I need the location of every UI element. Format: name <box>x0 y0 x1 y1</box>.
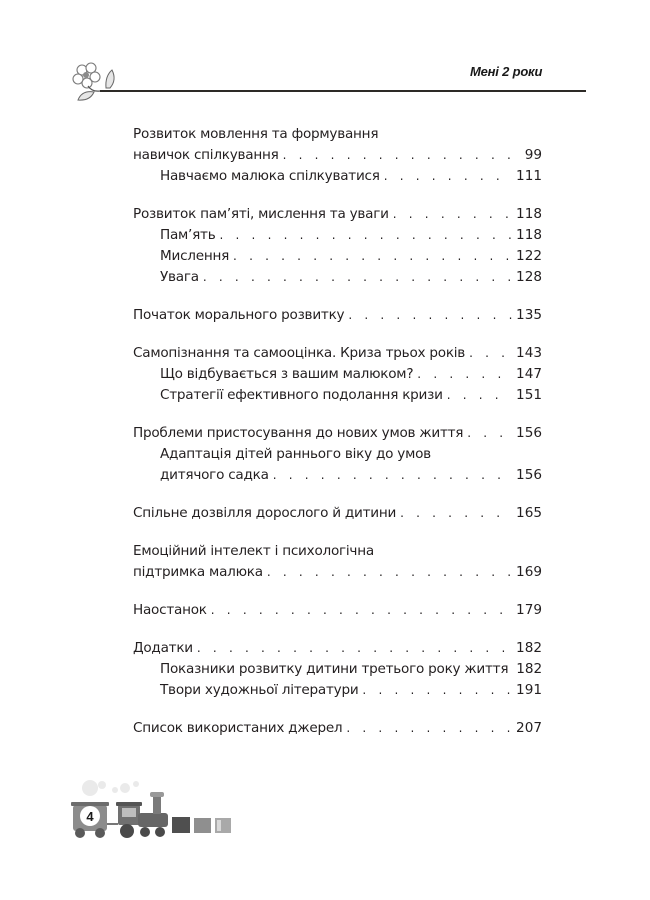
toc-subentry[interactable] <box>133 385 542 406</box>
toc-page-number: 118 <box>512 225 542 246</box>
flower-icon <box>68 60 128 104</box>
dot-leader <box>348 305 512 326</box>
toc-entry-title: Мислення <box>160 246 233 267</box>
toc-entry[interactable] <box>133 305 542 326</box>
dot-leader <box>346 718 512 739</box>
toc-page-number: 118 <box>512 204 542 225</box>
toc-subentry[interactable] <box>133 246 542 267</box>
toc-page-number: 179 <box>512 600 542 621</box>
group-spacer <box>133 524 542 541</box>
toc-entry[interactable] <box>133 145 542 166</box>
toc-entry[interactable] <box>133 343 542 364</box>
toc-page-number: 151 <box>512 385 542 406</box>
group-spacer <box>133 621 542 638</box>
toc-entry-title: Наостанок <box>133 600 211 621</box>
toc-entry-title: Стратегії ефективного подолання кризи <box>160 385 447 406</box>
toc-page-number: 122 <box>512 246 542 267</box>
toc-page-number: 135 <box>512 305 542 326</box>
toc-entry[interactable] <box>133 204 542 225</box>
toc-entry-title: Що відбувається з вашим малюком? <box>160 364 417 385</box>
page-number: 4 <box>86 809 94 824</box>
toc-entry-title: Твори художньої літератури <box>160 680 362 701</box>
running-header-title: Мені 2 роки <box>470 64 543 79</box>
toc-page-number: 165 <box>512 503 542 524</box>
toc-entry[interactable] <box>133 638 542 659</box>
header-rule <box>100 90 586 92</box>
dot-leader <box>211 600 512 621</box>
toc-page-number: 143 <box>512 343 542 364</box>
dot-leader <box>283 145 521 166</box>
group-spacer <box>133 583 542 600</box>
toc-entry[interactable] <box>133 541 542 562</box>
toc-subentry[interactable] <box>133 267 542 288</box>
toc-entry[interactable] <box>133 718 542 739</box>
dot-leader <box>233 246 512 267</box>
dot-leader <box>467 423 512 444</box>
dot-leader <box>273 465 512 486</box>
toc-page-number: 191 <box>512 680 542 701</box>
toc-subentry[interactable] <box>133 680 542 701</box>
toc-entry-title: Проблеми пристосування до нових умов життя <box>133 423 467 444</box>
dot-leader <box>393 204 512 225</box>
group-spacer <box>133 406 542 423</box>
group-spacer <box>133 486 542 503</box>
toc-page-number: 111 <box>512 166 542 187</box>
toc-entry-title: Самопізнання та самооцінка. Криза трьох років <box>133 343 469 364</box>
toc-page-number: 182 <box>512 659 542 680</box>
toc-entry-title: Емоційний інтелект і психологічна <box>133 541 378 562</box>
table-of-contents <box>133 124 542 739</box>
toc-entry[interactable] <box>133 124 542 145</box>
train-icon <box>70 778 260 840</box>
dot-leader <box>400 503 512 524</box>
toc-entry-title: Додатки <box>133 638 197 659</box>
dot-leader <box>197 638 512 659</box>
group-spacer <box>133 701 542 718</box>
toc-entry[interactable] <box>133 503 542 524</box>
toc-subentry[interactable] <box>133 166 542 187</box>
toc-page-number: 99 <box>521 145 542 166</box>
toc-subentry[interactable] <box>133 225 542 246</box>
toc-subentry[interactable] <box>133 364 542 385</box>
toc-page-number: 169 <box>512 562 542 583</box>
toc-page-number: 156 <box>512 423 542 444</box>
dot-leader <box>362 680 512 701</box>
toc-entry-title: Адаптація дітей раннього віку до умов <box>160 444 435 465</box>
group-spacer <box>133 326 542 343</box>
toc-subentry[interactable] <box>133 444 542 465</box>
dot-leader <box>220 225 513 246</box>
toc-page-number: 182 <box>512 638 542 659</box>
group-spacer <box>133 288 542 305</box>
toc-entry[interactable] <box>133 562 542 583</box>
toc-entry-title: Розвиток пам’яті, мислення та уваги <box>133 204 393 225</box>
toc-entry-title: Початок морального розвитку <box>133 305 348 326</box>
group-spacer <box>133 187 542 204</box>
dot-leader <box>267 562 512 583</box>
dot-leader <box>469 343 512 364</box>
toc-subentry[interactable] <box>133 465 542 486</box>
dot-leader <box>417 364 512 385</box>
toc-entry-title: Навчаємо малюка спілкуватися <box>160 166 384 187</box>
toc-page-number: 147 <box>512 364 542 385</box>
toc-entry-title: навичок спілкування <box>133 145 283 166</box>
toc-subentry[interactable] <box>133 659 542 680</box>
toc-entry-title: Спільне дозвілля дорослого й дитини <box>133 503 400 524</box>
toc-entry-title: Пам’ять <box>160 225 220 246</box>
toc-entry-title: дитячого садка <box>160 465 273 486</box>
toc-page-number: 156 <box>512 465 542 486</box>
toc-entry[interactable] <box>133 423 542 444</box>
toc-entry-title: Увага <box>160 267 203 288</box>
toc-entry-title: Показники розвитку дитини третього року життя <box>160 659 512 680</box>
toc-entry-title: Розвиток мовлення та формування <box>133 124 382 145</box>
toc-entry-title: Список використаних джерел <box>133 718 346 739</box>
toc-page-number: 128 <box>512 267 542 288</box>
dot-leader <box>203 267 512 288</box>
toc-page-number: 207 <box>512 718 542 739</box>
dot-leader <box>447 385 512 406</box>
toc-entry[interactable] <box>133 600 542 621</box>
toc-entry-title: підтримка малюка <box>133 562 267 583</box>
dot-leader <box>384 166 512 187</box>
